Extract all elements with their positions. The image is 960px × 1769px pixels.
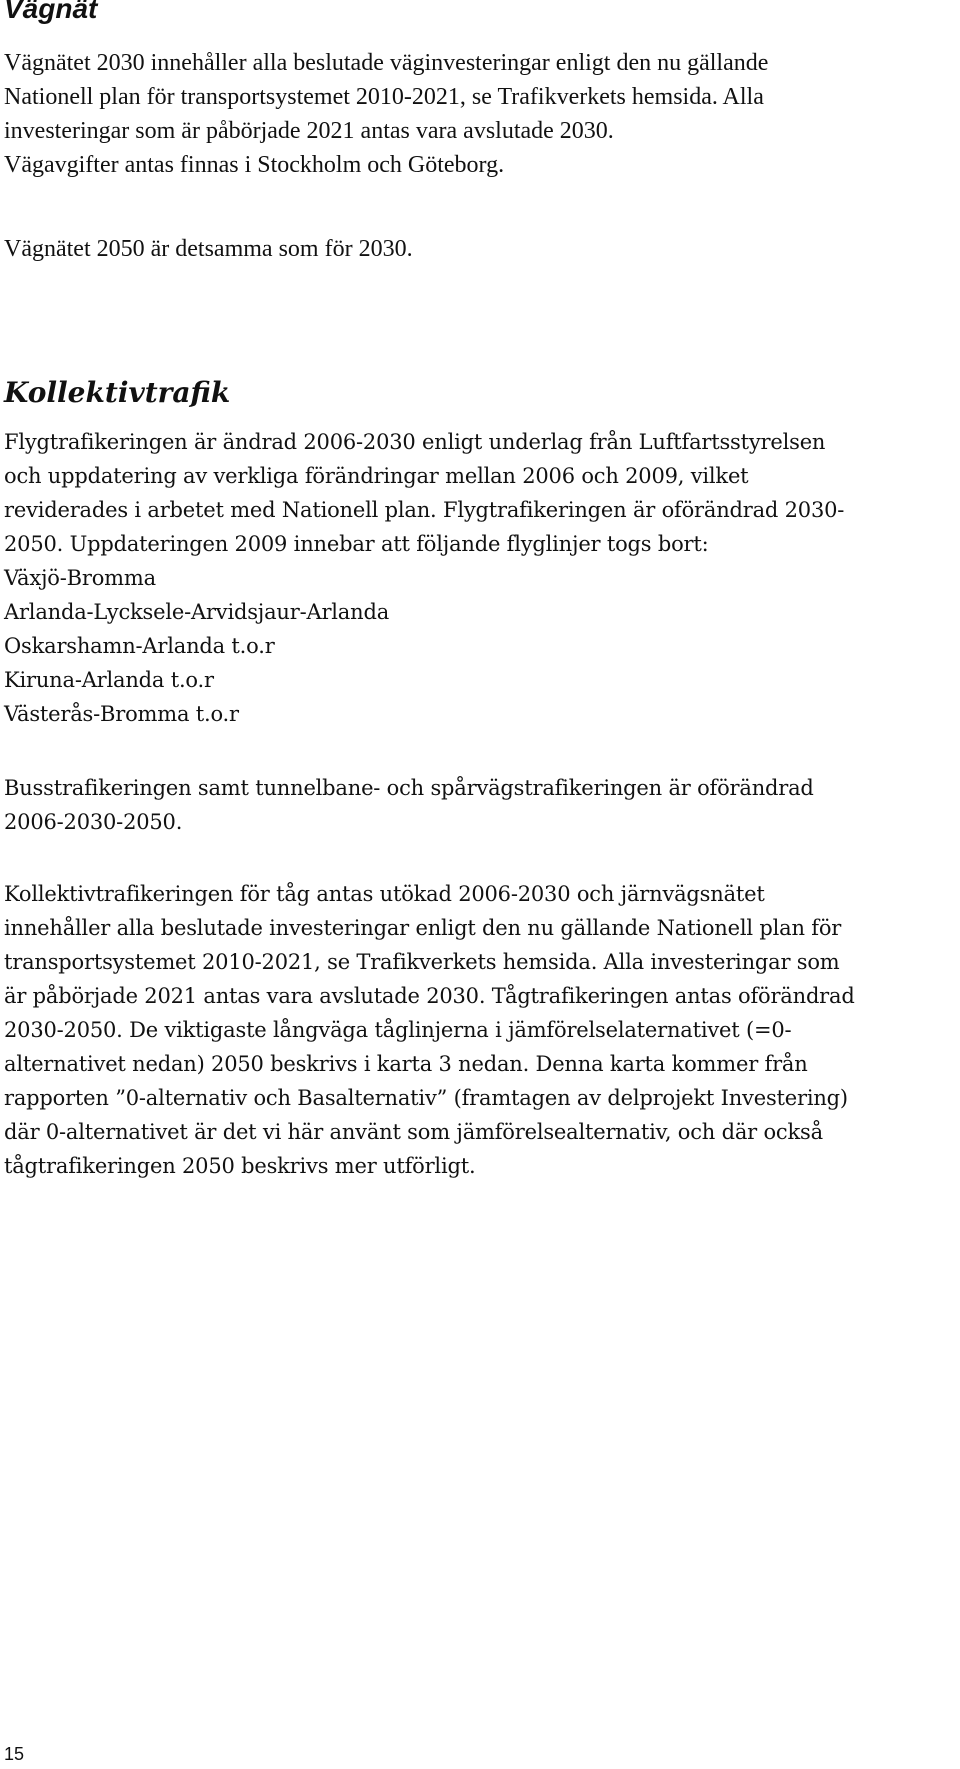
paragraph-vagnat-2	[4, 232, 413, 266]
flight-route-item: Kiruna-Arlanda t.o.r	[4, 668, 214, 692]
text-line: tågtrafikeringen 2050 beskrivs mer utförligt.	[4, 1154, 476, 1178]
section-heading-vagnat: Vägnät	[4, 0, 98, 24]
text-line: Kollektivtrafikeringen för tåg antas utökad 2006-2030 och järnvägsnätet	[4, 882, 765, 906]
text-line: investeringar som är påbörjade 2021 antas vara avslutade 2030.	[4, 118, 614, 144]
text-line: 2030-2050. De viktigaste långväga tåglinjerna i jämförelselaternativet (=0-	[4, 1018, 792, 1042]
text-line: är påbörjade 2021 antas vara avslutade 2030. Tågtrafikeringen antas oförändrad	[4, 984, 855, 1008]
text-line: 2050. Uppdateringen 2009 innebar att följande flyglinjer togs bort:	[4, 532, 709, 556]
paragraph-vagnat-1	[4, 46, 768, 182]
page-number: 15	[4, 1744, 25, 1764]
paragraph-kollektivtrafik-2	[4, 771, 814, 839]
text-line: rapporten ”0-alternativ och Basalternativ” (framtagen av delprojekt Investering)	[4, 1086, 848, 1110]
text-line: Vägavgifter antas finnas i Stockholm och Göteborg.	[4, 152, 505, 178]
flight-route-item: Arlanda-Lycksele-Arvidsjaur-Arlanda	[4, 600, 390, 624]
text-line: Busstrafikeringen samt tunnelbane- och spårvägstrafikeringen är oförändrad	[4, 776, 814, 800]
text-line: där 0-alternativet är det vi här använt som jämförelsealternativ, och där också	[4, 1120, 823, 1144]
text-line: 2006-2030-2050.	[4, 810, 183, 834]
text-line: reviderades i arbetet med Nationell plan. Flygtrafikeringen är oförändrad 2030-	[4, 498, 845, 522]
flight-route-item: Västerås-Bromma t.o.r	[4, 702, 239, 726]
text-line: Nationell plan för transportsystemet 2010-2021, se Trafikverkets hemsida. Alla	[4, 84, 764, 110]
section-heading-kollektivtrafik: Kollektivtrafik	[4, 376, 231, 409]
text-line: Vägnätet 2030 innehåller alla beslutade väginvesteringar enligt den nu gällande	[4, 50, 769, 76]
text-line: och uppdatering av verkliga förändringar mellan 2006 och 2009, vilket	[4, 464, 749, 488]
text-line: Vägnätet 2050 är detsamma som för 2030.	[4, 236, 413, 262]
text-line: alternativet nedan) 2050 beskrivs i karta 3 nedan. Denna karta kommer från	[4, 1052, 808, 1076]
text-line: transportsystemet 2010-2021, se Trafikverkets hemsida. Alla investeringar som	[4, 950, 840, 974]
flight-route-item: Oskarshamn-Arlanda t.o.r	[4, 634, 275, 658]
paragraph-kollektivtrafik-1	[4, 425, 844, 731]
text-line: Flygtrafikeringen är ändrad 2006-2030 enligt underlag från Luftfartsstyrelsen	[4, 430, 826, 454]
text-line: innehåller alla beslutade investeringar enligt den nu gällande Nationell plan för	[4, 916, 842, 940]
flight-route-item: Växjö-Bromma	[4, 566, 156, 590]
paragraph-kollektivtrafik-3	[4, 877, 855, 1183]
